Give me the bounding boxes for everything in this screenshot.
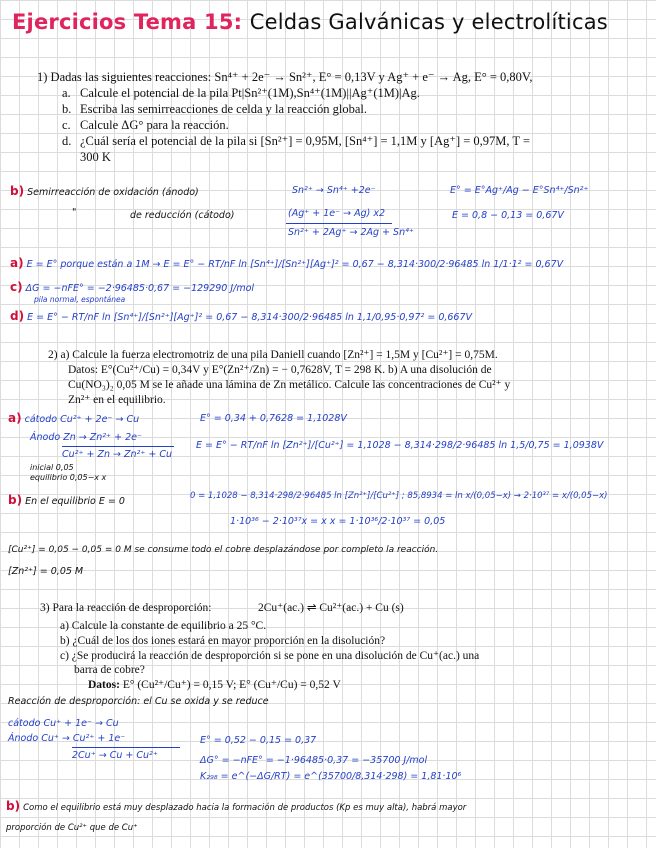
ex2-number: 2) bbox=[48, 349, 58, 361]
ex3-hand-anode: Ánodo Cu⁺ → Cu²⁺ + 1e⁻ bbox=[8, 733, 126, 744]
title-main: Ejercicios Tema 15: bbox=[12, 10, 243, 34]
ex1-intro bbox=[37, 70, 532, 85]
ex2-hand-global-eq: Cu²⁺ + Zn → Zn²⁺ + Cu bbox=[62, 449, 173, 460]
ex2-hand-a bbox=[8, 412, 139, 426]
ex1-hand-ditto: " bbox=[72, 207, 77, 218]
ex2-line3: Cu(NO₃)₂ 0,05 M se le añade una lámina de Zn metálico. Calcule las concentraciones de Cu²⁺ y bbox=[68, 379, 511, 391]
ex3-number: 3) bbox=[40, 602, 50, 614]
ex2-hand-cathode: cátodo Cu²⁺ + 2e⁻ → Cu bbox=[24, 414, 140, 425]
ex3-hand-reaction-label: Reacción de desproporción: el Cu se oxida y se reduce bbox=[8, 696, 269, 707]
ex3-hand-b bbox=[6, 800, 466, 814]
ex1-hand-e-value: E = 0,8 − 0,13 = 0,67V bbox=[452, 210, 564, 221]
ex1-intro-text: Dadas las siguientes reacciones: Sn⁴⁺ + 2e⁻ → Sn²⁺, E° = 0,13V y Ag⁺ + e⁻ → Ag, E° = 0,80V, bbox=[50, 70, 533, 84]
ex1-item-c bbox=[62, 118, 229, 133]
ex1-d-text-cont: 300 K bbox=[80, 150, 111, 164]
ex3-hand-sum-line bbox=[72, 747, 180, 748]
ex1-hand-sum-line bbox=[286, 223, 392, 224]
ex2-line1-text: a) Calcule la fuerza electromotriz de una pila Daniell cuando [Zn²⁺] = 1,5M y [Cu²⁺] = 0,75M. bbox=[60, 349, 498, 361]
ex3-intro bbox=[40, 602, 211, 616]
ex1-hand-c-note: pila normal, espontánea bbox=[34, 295, 126, 304]
ex1-hand-d bbox=[10, 310, 472, 324]
ex1-hand-reduction-label: de reducción (cátodo) bbox=[130, 210, 235, 221]
ex1-item-b bbox=[62, 102, 367, 117]
ex2-hand-conc-zn: [Zn²⁺] = 0,05 M bbox=[8, 566, 84, 577]
ex1-b-label: b. bbox=[62, 102, 72, 116]
ex1-item-d bbox=[62, 134, 530, 149]
ex2-hand-equilibrium-row: equilibrio 0,05−x x bbox=[30, 473, 107, 482]
ex1-hand-b-label: b) bbox=[10, 184, 25, 198]
ex3-hand-cathode: cátodo Cu⁺ + 1e⁻ → Cu bbox=[8, 718, 119, 729]
ex1-hand-c bbox=[10, 281, 254, 295]
ex3-hand-b-label: b) bbox=[6, 799, 21, 813]
ex1-d-text: ¿Cuál sería el potencial de la pila si [Sn²⁺] = 0,95M, [Sn⁴⁺] = 1,1M y [Ag⁺] = 0,97M, T = bbox=[80, 134, 531, 148]
ex1-hand-a-text: E = E° porque están a 1M → E = E° − RT/nF ln [Sn⁴⁺]/[Sn²⁺][Ag⁺]² = 0,67 − 8,314·300/2·96485 ln 1/1·1² = 0,67V bbox=[26, 259, 564, 270]
ex3-item-c-cont: barra de cobre? bbox=[74, 664, 145, 676]
ex1-d-label: d. bbox=[62, 134, 72, 148]
ex3-item-c: c) ¿Se producirá la reacción de desproporción si se pone en una disolución de Cu⁺(ac.) una bbox=[60, 650, 480, 662]
ex1-c-text: Calcule ΔG° para la reacción. bbox=[80, 118, 229, 132]
ex2-line1 bbox=[48, 349, 498, 363]
ex2-hand-b-eq1: 0 = 1,1028 − 8,314·298/2·96485 ln [Zn²⁺]/[Cu²⁺] ; 85,8934 = ln x/(0,05−x) → 2·10³⁷ = x/(0,05−x) bbox=[190, 491, 608, 501]
ex1-a-text: Calcule el potencial de la pila Pt|Sn²⁺(1M),Sn⁴⁺(1M)||Ag⁺(1M)|Ag. bbox=[80, 86, 420, 100]
ex1-c-label: c. bbox=[62, 118, 71, 132]
ex3-item-a: a) Calcule la constante de equilibrio a 25 °C. bbox=[60, 620, 267, 632]
page-title bbox=[12, 10, 608, 34]
ex3-item-b: b) ¿Cuál de los dos iones estará en mayor proporción en la disolución? bbox=[60, 635, 386, 647]
ex3-hand-delta-g: ΔG° = −nFE° = −1·96485·0,37 = −35700 J/mol bbox=[200, 755, 428, 766]
ex3-intro-text: Para la reacción de desproporción: bbox=[52, 602, 212, 614]
ex2-line4: Zn²⁺ en el equilibrio. bbox=[68, 394, 166, 406]
ex2-hand-anode: Ánodo Zn → Zn²⁺ + 2e⁻ bbox=[30, 432, 142, 443]
ex2-hand-a-label: a) bbox=[8, 411, 22, 425]
ex1-hand-oxidation-label: Semirreacción de oxidación (ánodo) bbox=[27, 187, 199, 198]
ex1-hand-global-eq: Sn²⁺ + 2Ag⁺ → 2Ag + Sn⁴⁺ bbox=[288, 227, 414, 238]
ex2-hand-e0: E° = 0,34 + 0,7628 = 1,1028V bbox=[200, 413, 347, 424]
ex2-hand-b-eq2: 1·10³⁶ − 2·10³⁷x = x x = 1·10³⁶/2·10³⁷ = 0,05 bbox=[230, 516, 446, 527]
ex1-hand-reduction-eq: (Ag⁺ + 1e⁻ → Ag) x2 bbox=[288, 208, 386, 219]
ex1-hand-oxidation-eq: Sn²⁺ → Sn⁴⁺ +2e⁻ bbox=[292, 185, 376, 196]
ex3-data bbox=[88, 679, 341, 693]
ex1-hand-a-label: a) bbox=[10, 256, 24, 270]
ex2-hand-b-label: b) bbox=[8, 493, 23, 507]
ex2-hand-b-text: En el equilibrio E = 0 bbox=[25, 496, 125, 507]
ex1-hand-e-formula: E° = E°Ag⁺/Ag − E°Sn⁴⁺/Sn²⁺ bbox=[450, 185, 589, 196]
ex3-data-label: Datos: bbox=[88, 679, 120, 691]
ex3-hand-b-text: Como el equilibrio está muy desplazado hacia la formación de productos (Kp es muy alta), habrá mayor bbox=[23, 803, 467, 813]
ex1-hand-d-label: d) bbox=[10, 309, 25, 323]
ex1-hand-b bbox=[10, 185, 199, 199]
title-rest: Celdas Galvánicas y electrolíticas bbox=[249, 10, 608, 34]
ex3-hand-k: K₂₉₈ = e^(−ΔG/RT) = e^(35700/8,314·298) = 1,81·10⁶ bbox=[200, 771, 462, 782]
ex1-item-a bbox=[62, 86, 420, 101]
ex2-line2: Datos: E°(Cu²⁺/Cu) = 0,34V y E°(Zn²⁺/Zn) = − 0,7628V, T = 298 K. b) A una disolución de bbox=[68, 364, 492, 376]
ex3-reaction: 2Cu⁺(ac.) ⇌ Cu²⁺(ac.) + Cu (s) bbox=[258, 602, 404, 614]
ex2-hand-b bbox=[8, 494, 125, 508]
ex2-hand-sum-line bbox=[62, 446, 174, 447]
ex3-hand-b-text2: proporción de Cu²⁺ que de Cu⁺ bbox=[6, 823, 138, 833]
ex2-hand-initial-row: inicial 0,05 bbox=[30, 463, 74, 472]
ex1-a-label: a. bbox=[62, 86, 71, 100]
ex1-number: 1) bbox=[37, 70, 48, 84]
ex2-hand-e-calc: E = E° − RT/nF ln [Zn²⁺]/[Cu²⁺] = 1,1028 − 8,314·298/2·96485 ln 1,5/0,75 = 1,0938V bbox=[196, 440, 604, 451]
ex1-hand-c-label: c) bbox=[10, 280, 23, 294]
ex1-hand-a bbox=[10, 257, 563, 271]
ex1-hand-c-text: ΔG = −nFE° = −2·96485·0,67 = −129290 J/mol bbox=[25, 283, 255, 294]
ex3-data-text: E° (Cu²⁺/Cu⁺) = 0,15 V; E° (Cu⁺/Cu) = 0,52 V bbox=[122, 679, 341, 691]
ex1-b-text: Escriba las semirreacciones de celda y la reacción global. bbox=[80, 102, 368, 116]
ex3-hand-global-eq: 2Cu⁺ → Cu + Cu²⁺ bbox=[72, 750, 158, 761]
ex1-hand-d-text: E = E° − RT/nF ln [Sn⁴⁺]/[Sn²⁺][Ag⁺]² = 0,67 − 8,314·300/2·96485 ln 1,1/0,95·0,97² = 0,667V bbox=[27, 312, 473, 323]
ex3-hand-e0: E° = 0,52 − 0,15 = 0,37 bbox=[200, 735, 317, 746]
ex2-hand-conc-cu: [Cu²⁺] = 0,05 − 0,05 = 0 M se consume todo el cobre desplazándose por completo la reacción. bbox=[8, 545, 439, 555]
